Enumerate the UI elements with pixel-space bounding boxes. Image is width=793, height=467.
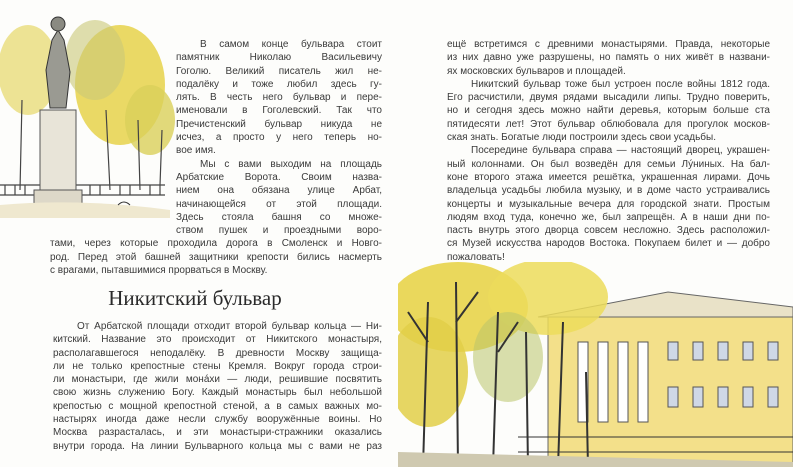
text-line: лять. В честь него бульвар и пере- (176, 92, 382, 104)
text-line: но и сегодня здесь можно найти деревья, которым больше ста (447, 105, 770, 117)
text-line: Его расчистили, двумя рядами высадили липы. Трудно поверить, (447, 92, 770, 104)
text-line: Москва разрасталась, и эти монастыри-стражники оказались (53, 427, 382, 439)
right-page-text (447, 38, 770, 264)
text-line: Никитский бульвар тоже был устроен после войны 1812 года. (471, 78, 770, 90)
text-line: ли монастыри, где жили монáхи — люди, решившие посвятить (53, 374, 382, 386)
text-line: От Арбатской площади отходит второй бульвар кольца — Ни- (77, 321, 382, 332)
text-line: пасть внутрь этого дворца совсем несложно. Здесь расположил- (447, 225, 770, 237)
paragraph (50, 158, 382, 278)
text-line: ях московских бульваров и площадей. (447, 65, 626, 77)
text-line: китский. Название это происходит от Никитского монастыря, (53, 334, 382, 346)
section-title: Никитский бульвар (108, 286, 282, 310)
paragraph (447, 144, 770, 264)
text-line: вое имя. (176, 145, 216, 157)
nikitsky-boulevard-illustration (398, 262, 793, 467)
text-line: располагавшегося неподалёку. В древности Москву защища- (53, 347, 382, 359)
text-line: Арбатские Ворота. Своим назва- (176, 171, 382, 183)
text-line: из них давно уже разрушены, но память о них живёт в названи- (447, 52, 770, 64)
text-line: Посередине бульвара справа — настоящий дворец, украшен- (471, 145, 770, 157)
text-line: настырях иногда даже несли службу вооружённые воины. Но (53, 414, 382, 426)
text-line: род. Перед этой башней защитники крепости бились насмерть (50, 251, 382, 263)
text-line: исчез, а просто у него теперь но- (176, 132, 382, 144)
section-text (53, 320, 382, 453)
text-line: крепостью с мощной крепостной стеной, а в самых важных мо- (53, 400, 382, 412)
text-line: ская знать. Богатые люди построили здесь свои усадьбы. (447, 132, 716, 144)
text-line: Здесь стояла башня со множе- (176, 211, 382, 223)
text-line: нием она обязана улице Арбат, (176, 185, 382, 197)
text-line: ещё встретимся с древними монастырями. Правда, некоторые (447, 39, 770, 50)
text-line: тами, через которые проходила дорога в Смоленск и Новго- (50, 238, 382, 250)
paragraph (53, 320, 382, 453)
text-line: владельца усадьбы любила музыку, и в доме часто устраивались (447, 185, 770, 197)
paragraph (447, 38, 770, 78)
text-line: Гоголю. Великий писатель жил не- (176, 65, 382, 77)
text-line: с врагами, пытавшимися прорваться в Москву. (50, 265, 268, 277)
text-line: пятидесяти лет! Этот бульвар облюбовала для прогулок москов- (447, 118, 770, 130)
text-line: В самом конце бульвара стоит (200, 39, 382, 50)
text-line: Пречистенский бульвар никуда не (176, 118, 382, 130)
text-line: Мы с вами выходим на площадь (200, 158, 382, 170)
paragraph (50, 38, 382, 158)
intro-text (50, 38, 382, 277)
text-line: ством пушек и проездными воро- (176, 225, 382, 237)
text-line: подалёку и тоже любил здесь гу- (176, 78, 382, 90)
text-line: ли не только крепостные стены Кремля. Вокруг города строи- (53, 360, 382, 372)
text-line: пожаловать! (447, 251, 505, 263)
text-line: людям вход туда, конечно же, был запрещён. А в наши дни по- (447, 211, 770, 223)
text-line: свою жизнь служению Богу. Каждый монастырь был небольшой (53, 387, 382, 399)
text-line: концерты и музыкальные вечера для городской знати. Простым (447, 198, 770, 210)
text-line: начинающейся от этой площади. (176, 198, 382, 210)
text-line: внутри города. На линии Бульварного кольца мы с вами не раз (53, 440, 382, 452)
text-line: именовали в Гоголевский. Так что (176, 105, 382, 117)
text-line: коне второго этажа имеется решётка, украшенная лирами. Дочь (447, 171, 770, 183)
text-line: памятник Николаю Васильевичу (176, 52, 382, 64)
text-line: ся Музей искусства народов Востока. Покупаем билет и — добро (447, 238, 770, 250)
paragraph (447, 78, 770, 144)
text-line: ный колоннами. Он был возведён для семьи Лýниных. На бал- (447, 158, 770, 170)
